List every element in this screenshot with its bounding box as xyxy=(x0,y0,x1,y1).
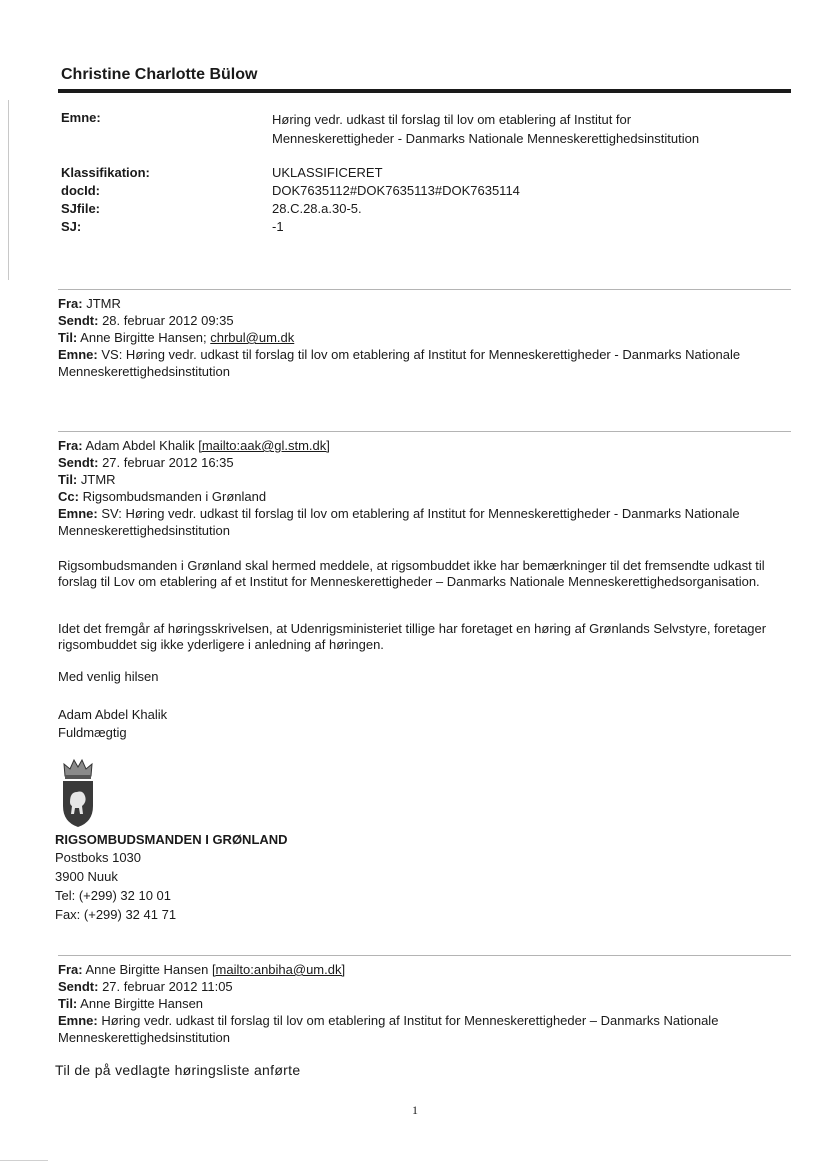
meta-value-subject xyxy=(272,110,699,148)
email-header-3 xyxy=(58,961,798,1046)
email-subject-row: Emne: SV: Høring vedr. udkast til forslag til lov om etablering af Institut for Menneskerettigheder - Danmarks Nationale Menneskerettighedsinstitution xyxy=(58,506,740,538)
email-divider xyxy=(58,431,791,432)
email-sent-row: Sendt: 27. februar 2012 11:05 xyxy=(58,979,233,994)
email-paragraph: Idet det fremgår af høringsskrivelsen, at Udenrigsministeriet tillige har foretaget en høring af Grønlands Selvstyre, foretager rigsombuddet sig ikke yderligere i anledning af høringen. xyxy=(58,621,767,652)
email-sent: 28. februar 2012 09:35 xyxy=(102,313,234,328)
signer-title: Fuldmægtig xyxy=(58,725,127,740)
meta-label-docid: docId: xyxy=(61,183,100,198)
header-rule xyxy=(58,89,791,93)
email-subject: VS: Høring vedr. udkast til forslag til lov om etablering af Institut for Menneskerettigheder - Danmarks Nationale Menneskerettighedsinstitution xyxy=(58,347,741,379)
email-from-link[interactable]: [mailto:aak@gl.stm.dk] xyxy=(198,438,330,453)
email-to-row: Til: Anne Birgitte Hansen; chrbul@um.dk xyxy=(58,330,295,345)
scan-foot-line xyxy=(0,1160,48,1161)
email-from: Adam Abdel Khalik xyxy=(85,438,199,453)
email-subject-row: Emne: Høring vedr. udkast til forslag til lov om etablering af Institut for Menneskerettigheder – Danmarks Nationale Menneskerettighedsinstitution xyxy=(58,1013,719,1045)
owner-name: Christine Charlotte Bülow xyxy=(61,66,258,83)
email-subject-row: Emne: VS: Høring vedr. udkast til forslag til lov om etablering af Institut for Menneskerettigheder - Danmarks Nationale Menneskerettighedsinstitution xyxy=(58,347,741,379)
email-paragraph: Rigsombudsmanden i Grønland skal hermed meddele, at rigsombuddet ikke har bemærkninger til det fremsendte udkast til forslag til Lov om etablering af et Institut for Menneskerettigheder – Danmarks Nationale Menneskerettighedsorganisation. xyxy=(58,558,765,589)
meta-label-classification: Klassifikation: xyxy=(61,165,150,180)
email-sent: 27. februar 2012 16:35 xyxy=(102,455,234,470)
signer-name: Adam Abdel Khalik xyxy=(58,707,168,722)
email-from-row: Fra: Anne Birgitte Hansen [mailto:anbiha@um.dk] xyxy=(58,962,346,977)
signature-address-line: Postboks 1030 xyxy=(55,850,142,865)
email-from: Anne Birgitte Hansen xyxy=(85,962,212,977)
email-sent-row: Sendt: 28. februar 2012 09:35 xyxy=(58,313,234,328)
email-subject: Høring vedr. udkast til forslag til lov om etablering af Institut for Menneskerettigheder – Danmarks Nationale Menneskerettighedsinstitution xyxy=(58,1013,719,1045)
email-sent-row: Sendt: 27. februar 2012 16:35 xyxy=(58,455,234,470)
email-divider xyxy=(58,955,791,956)
meta-label-sj: SJ: xyxy=(61,219,82,234)
email-cc-row: Cc: Rigsombudsmanden i Grønland xyxy=(58,489,267,504)
email-to: Anne Birgitte Hansen; xyxy=(80,330,211,345)
greenland-coat-of-arms-icon xyxy=(58,758,98,833)
signature-fax: Fax: (+299) 32 41 71 xyxy=(55,907,177,922)
email-to-link[interactable]: chrbul@um.dk xyxy=(210,330,295,345)
meta-value-sjfile: 28.C.28.a.30-5. xyxy=(272,201,362,216)
email-from-row: Fra: JTMR xyxy=(58,296,121,311)
email-header-1 xyxy=(58,295,798,380)
meta-value-sj: -1 xyxy=(272,219,284,234)
email-from-link[interactable]: [mailto:anbiha@um.dk] xyxy=(211,962,346,977)
email-cc: Rigsombudsmanden i Grønland xyxy=(82,489,267,504)
email-from: JTMR xyxy=(86,296,121,311)
meta-value-subject-line-1: Høring vedr. udkast til forslag til lov om etablering af Institut for xyxy=(272,112,632,127)
email-to: Anne Birgitte Hansen xyxy=(80,996,204,1011)
email-sent: 27. februar 2012 11:05 xyxy=(102,979,233,994)
meta-value-classification: UKLASSIFICERET xyxy=(272,165,383,180)
email-closing: Med venlig hilsen xyxy=(58,669,159,684)
signature-organization: RIGSOMBUDSMANDEN I GRØNLAND xyxy=(55,832,288,847)
meta-label-subject: Emne: xyxy=(61,110,101,125)
signature-address-line: 3900 Nuuk xyxy=(55,869,118,884)
page-number: 1 xyxy=(412,1103,418,1117)
email-to: JTMR xyxy=(80,472,116,487)
email-to-row: Til: Anne Birgitte Hansen xyxy=(58,996,204,1011)
email-header-2 xyxy=(58,437,798,539)
email-salutation: Til de på vedlagte høringsliste anførte xyxy=(55,1062,301,1078)
meta-value-docid: DOK7635112#DOK7635113#DOK7635114 xyxy=(272,183,520,198)
signature-phone: Tel: (+299) 32 10 01 xyxy=(55,888,171,903)
meta-value-subject-line-2: Menneskerettigheder - Danmarks Nationale Menneskerettighedsinstitution xyxy=(272,131,700,146)
email-subject: SV: Høring vedr. udkast til forslag til lov om etablering af Institut for Menneskerettigheder - Danmarks Nationale Menneskerettighedsinstitution xyxy=(58,506,740,538)
scan-edge-line xyxy=(8,100,9,280)
email-divider xyxy=(58,289,791,290)
email-to-row: Til: JTMR xyxy=(58,472,116,487)
email-from-row: Fra: Adam Abdel Khalik [mailto:aak@gl.stm.dk] xyxy=(58,438,330,453)
meta-label-sjfile: SJfile: xyxy=(61,201,101,216)
